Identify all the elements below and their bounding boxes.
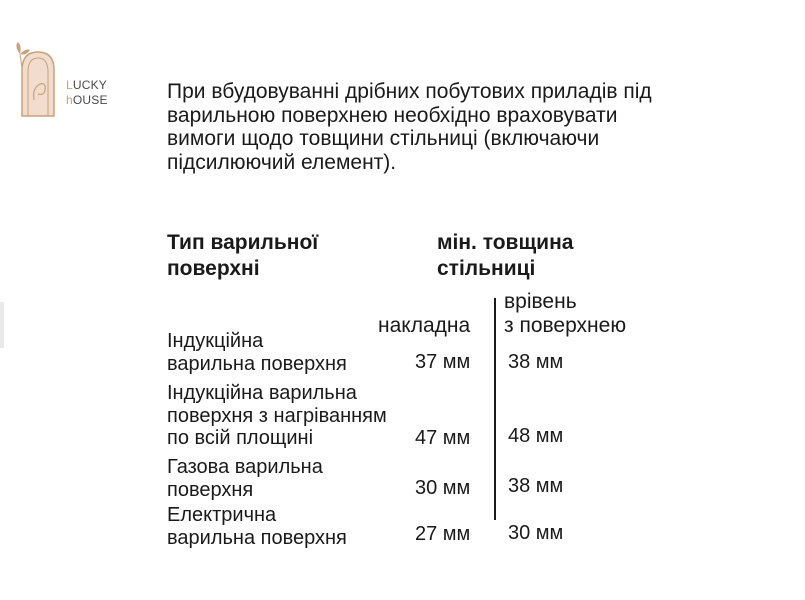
flush-value: 38 мм <box>508 351 564 373</box>
header-min-thickness <box>437 230 573 282</box>
subheader-flush-line2: з поверхнею <box>504 313 627 337</box>
overlay-value: 27 мм <box>415 523 471 545</box>
overlay-value: 37 мм <box>415 351 471 373</box>
logo-letter-h: h <box>66 93 73 107</box>
logo-letter-l: L <box>66 78 73 92</box>
logo-text-ouse: OUSE <box>72 93 108 107</box>
header-min-thickness-line2: стільниці <box>437 257 536 280</box>
header-hob-type-line1: Тип варильної <box>167 231 319 254</box>
overlay-value: 30 мм <box>415 477 471 499</box>
row-label-line: Електрична <box>167 504 277 526</box>
table-row-label <box>167 330 347 375</box>
intro-paragraph: При вбудовуванні дрібних побутових приладів під варильною поверхнею необхідно враховувати вимоги щодо товщини стільниці (включаючи підсилюючий елемент). <box>167 80 652 174</box>
header-hob-type <box>167 230 318 282</box>
row-label-line: Індукційна варильна <box>167 382 357 404</box>
table-row-label <box>167 382 387 450</box>
logo-text-ucky: UCKY <box>72 78 108 92</box>
overlay-value: 47 мм <box>415 427 471 449</box>
lucky-house-logo <box>12 40 122 120</box>
row-label-line: варильна поверхня <box>167 352 347 375</box>
left-edge-strip <box>0 302 4 348</box>
row-label-line: по всій площині <box>167 427 314 449</box>
table-row-label <box>167 504 347 549</box>
row-label-line: варильна поверхня <box>167 526 347 549</box>
subheader-overlay: накладна <box>378 314 471 337</box>
header-min-thickness-line1: мін. товщина <box>437 231 574 254</box>
flush-value: 38 мм <box>508 475 564 497</box>
header-hob-type-line2: поверхні <box>167 257 260 280</box>
row-label-line: Індукційна <box>167 330 264 352</box>
flush-value: 30 мм <box>508 522 564 544</box>
table-row-label <box>167 456 323 501</box>
flush-value: 48 мм <box>508 425 564 447</box>
arch-leaf-icon <box>12 40 62 120</box>
column-divider-line <box>494 298 496 520</box>
row-label-line: поверхня <box>167 478 254 501</box>
row-label-line: поверхня з нагріванням <box>167 404 387 427</box>
subheader-flush-line1: врівень <box>504 290 577 313</box>
row-label-line: Газова варильна <box>167 456 323 478</box>
subheader-flush <box>504 290 626 337</box>
